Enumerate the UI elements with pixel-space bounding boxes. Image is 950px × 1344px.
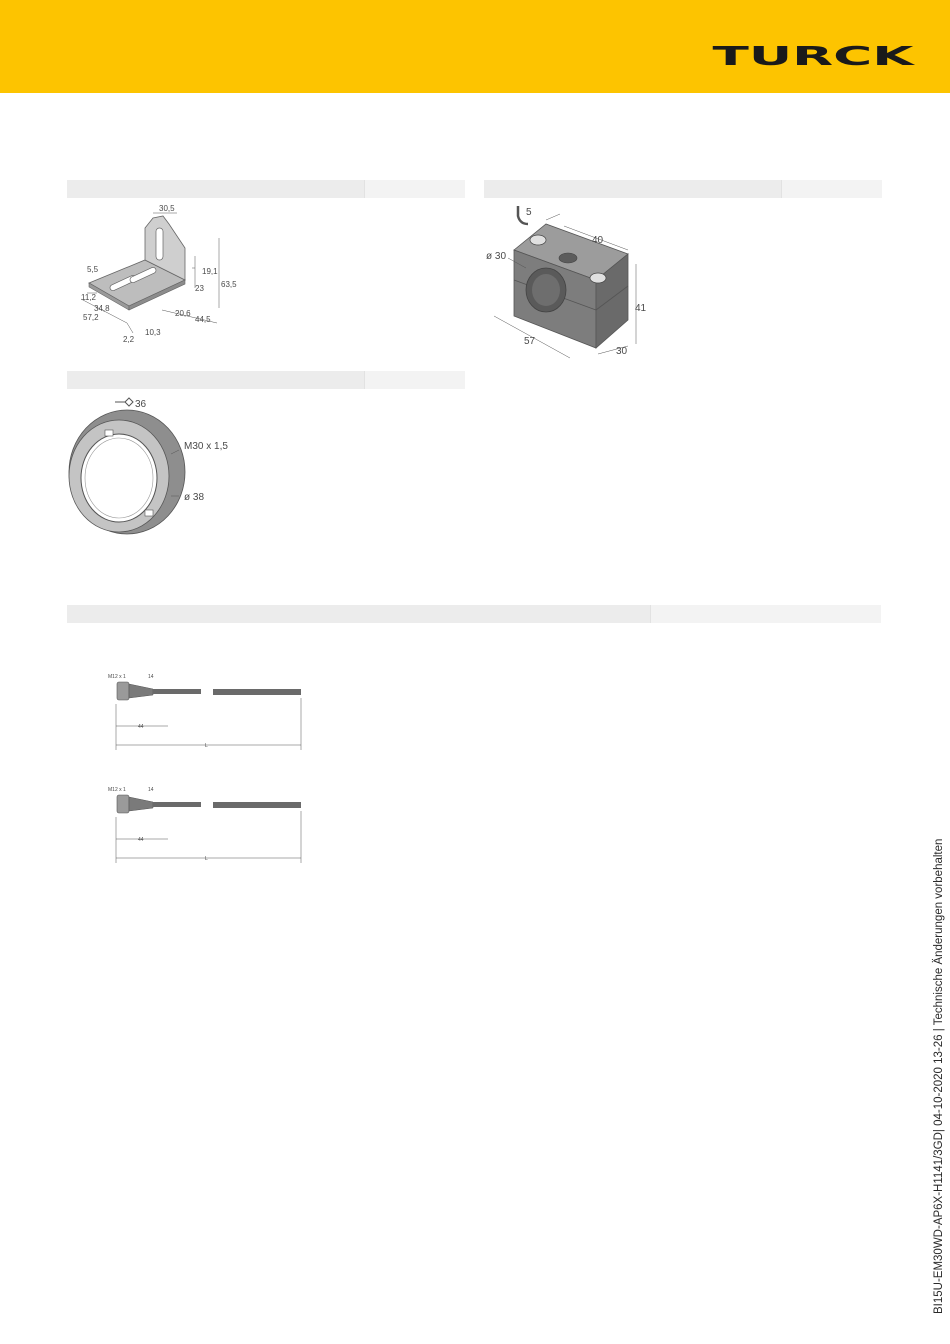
svg-text:19,1: 19,1: [202, 267, 218, 276]
svg-text:44: 44: [138, 724, 144, 730]
mounting-bracket-drawing: [67, 198, 267, 348]
svg-text:57: 57: [524, 336, 536, 347]
svg-text:14: 14: [148, 787, 154, 793]
svg-text:20,6: 20,6: [175, 309, 191, 318]
svg-text:5,5: 5,5: [87, 265, 99, 274]
svg-text:ø 30: ø 30: [486, 251, 507, 262]
svg-text:30,5: 30,5: [159, 204, 175, 213]
svg-text:M12 x 1: M12 x 1: [108, 674, 126, 680]
svg-text:M30 x 1,5: M30 x 1,5: [184, 441, 228, 452]
svg-text:ø 38: ø 38: [184, 492, 205, 503]
svg-text:36: 36: [135, 399, 147, 410]
lock-nut-drawing: [67, 392, 247, 542]
turck-logo: [712, 44, 915, 68]
section-bar-lock-nut: [67, 371, 465, 389]
section-bar-cables: [67, 605, 881, 623]
cable-drawing-1: [108, 668, 308, 752]
svg-text:40: 40: [592, 235, 604, 246]
svg-text:23: 23: [195, 284, 204, 293]
svg-text:10,3: 10,3: [145, 328, 161, 337]
svg-text:M12 x 1: M12 x 1: [108, 787, 126, 793]
svg-text:34,8: 34,8: [94, 304, 110, 313]
svg-text:2,2: 2,2: [123, 335, 135, 344]
pipe-clamp-drawing: [480, 198, 660, 368]
svg-text:63,5: 63,5: [221, 280, 237, 289]
svg-text:TURCK: TURCK: [712, 44, 915, 68]
svg-text:11,2: 11,2: [81, 293, 96, 302]
cable-drawing-2: [108, 781, 308, 865]
svg-text:57,2: 57,2: [83, 313, 99, 322]
section-bar-pipe-clamp: [484, 180, 882, 198]
svg-text:14: 14: [148, 674, 154, 680]
svg-text:41: 41: [635, 303, 647, 314]
svg-text:5: 5: [526, 207, 532, 218]
document-footer-text: BI15U-EM30WD-AP6X-H1141/3GD| 04-10-2020 13-26 | Technische Änderungen vorbehalten: [933, 838, 945, 1314]
header-bar: [0, 0, 950, 93]
svg-text:44: 44: [138, 837, 144, 843]
svg-text:L: L: [205, 856, 208, 862]
section-bar-mounting-bracket: [67, 180, 465, 198]
svg-text:30: 30: [616, 346, 628, 357]
svg-text:L: L: [205, 743, 208, 749]
svg-text:44,5: 44,5: [195, 315, 211, 324]
